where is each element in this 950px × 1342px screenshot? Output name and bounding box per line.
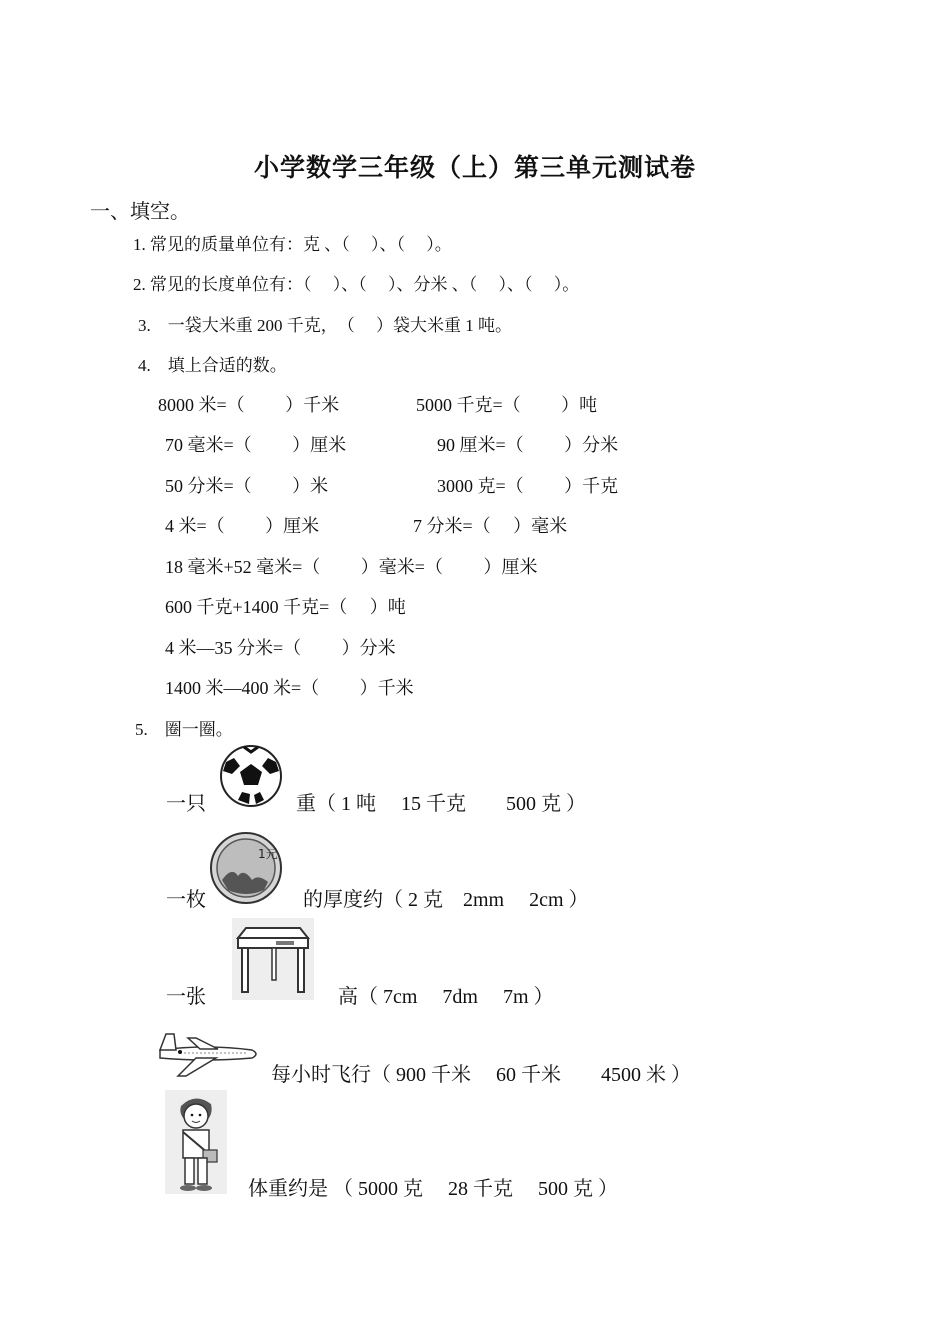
- circle-item-prefix: 一枚: [166, 889, 206, 911]
- soccer-ball-icon: [218, 744, 284, 808]
- circle-item-prefix: 一张: [166, 986, 206, 1008]
- conversion-left: 50 分米=（ ）米: [165, 476, 329, 496]
- conversion-line: 18 毫米+52 毫米=（ ）毫米=（ ）厘米: [165, 557, 538, 577]
- question-3: 3. 一袋大米重 200 千克， （ ）袋大米重 1 吨。: [138, 316, 512, 335]
- question-4: 4. 填上合适的数。: [138, 356, 287, 375]
- conversion-right: 5000 千克=（ ）吨: [416, 395, 598, 415]
- airplane-icon: [156, 1030, 260, 1078]
- conversion-right: 90 厘米=（ ）分米: [437, 435, 619, 455]
- conversion-right: 7 分米=（ ）毫米: [413, 516, 568, 536]
- conversion-left: 70 毫米=（ ）厘米: [165, 435, 347, 455]
- circle-item-choices: 体重约是 （ 5000 克 28 千克 500 克 ）: [248, 1178, 618, 1200]
- conversion-left: 4 米=（ ）厘米: [165, 516, 320, 536]
- desk-icon: [232, 918, 314, 1000]
- circle-item-choices: 每小时飞行（ 900 千米 60 千米 4500 米 ）: [271, 1064, 691, 1086]
- conversion-left: 8000 米=（ ）千米: [158, 395, 340, 415]
- section-heading-fill-blank: 一、填空。: [90, 201, 190, 223]
- circle-item-choices: 高（ 7cm 7dm 7m ）: [338, 986, 554, 1008]
- circle-item-choices: 的厚度约（ 2 克 2mm 2cm ）: [303, 889, 589, 911]
- question-2: 2. 常见的长度单位有：（ ）、（ ）、分米 、（ ）、（ ）。: [133, 275, 580, 294]
- circle-item-choices: 重（ 1 吨 15 千克 500 克 ）: [296, 793, 586, 815]
- conversion-line: 1400 米—400 米=（ ）千米: [165, 678, 414, 698]
- conversion-line: 4 米—35 分米=（ ）分米: [165, 638, 396, 658]
- question-1: 1. 常见的质量单位有：克 、（ ）、（ ）。: [133, 235, 452, 254]
- page-title: 小学数学三年级（上）第三单元测试卷: [253, 155, 696, 182]
- conversion-right: 3000 克=（ ）千克: [437, 476, 619, 496]
- coin-icon: [208, 830, 284, 906]
- coin-label: 1元: [258, 847, 278, 861]
- conversion-line: 600 千克+1400 千克=（ ）吨: [165, 597, 406, 617]
- boy-icon: [165, 1090, 227, 1194]
- question-5: 5. 圈一圈。: [135, 720, 233, 739]
- circle-item-prefix: 一只: [166, 793, 206, 815]
